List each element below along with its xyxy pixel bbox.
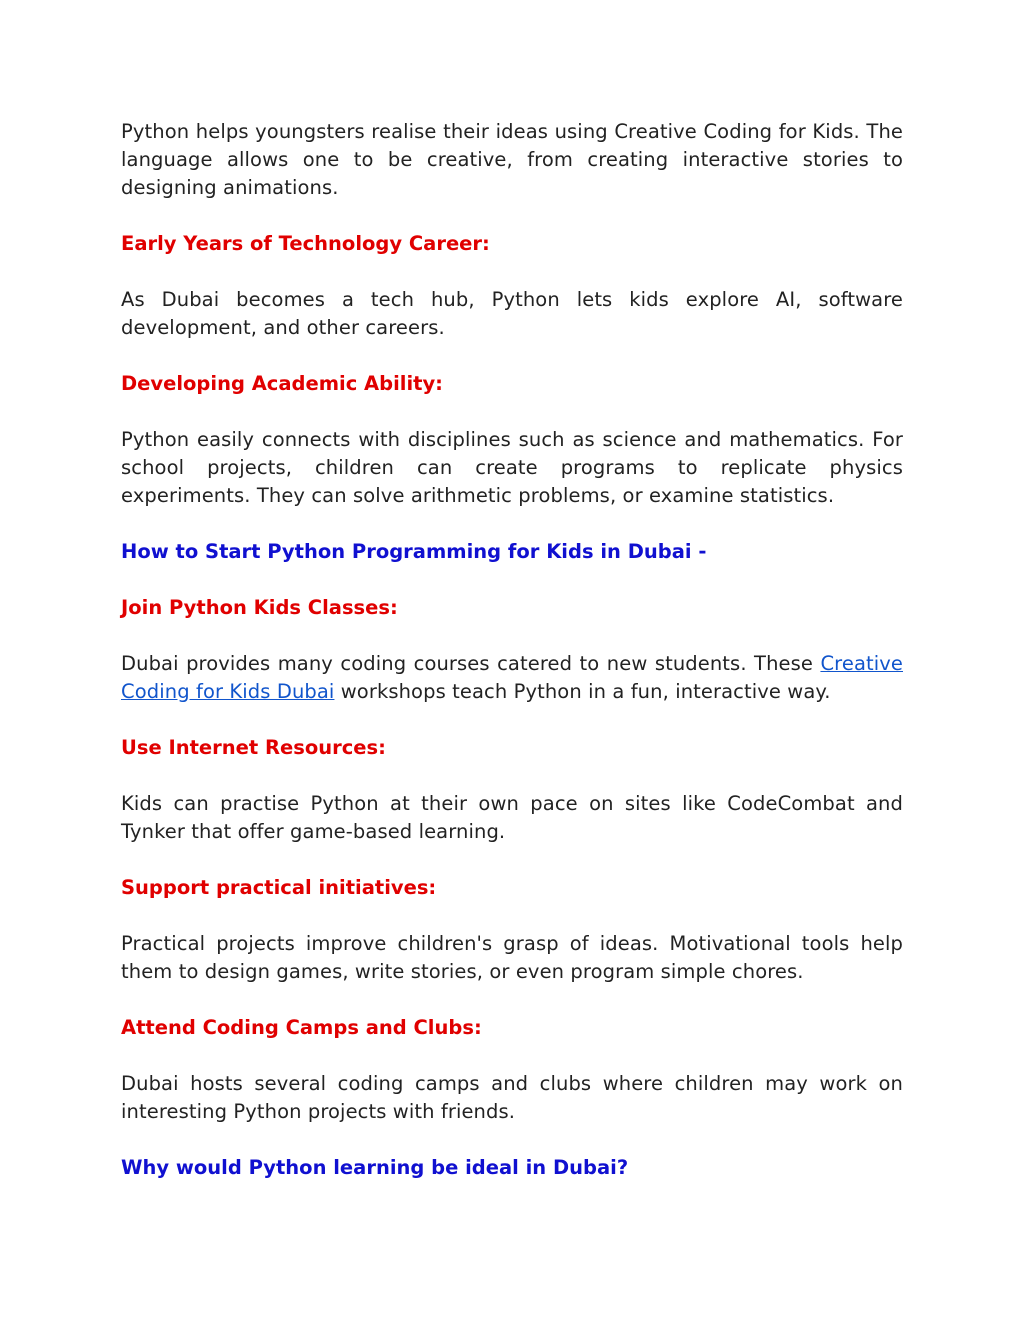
heading-why-python: Why would Python learning be ideal in Dubai? [121,1156,629,1179]
early-years-paragraph: As Dubai becomes a tech hub, Python lets kids explore AI, software development, and other careers. [121,288,903,339]
intro-paragraph: Python helps youngsters realise their ideas using Creative Coding for Kids. The language allows one to be creative, from creating interactive stories to designing animations. [121,120,903,199]
academic-paragraph: Python easily connects with disciplines such as science and mathematics. For school projects, children can create programs to replicate physics experiments. They can solve arithmetic problems, or examine statistics. [121,428,903,507]
heading-academic-ability: Developing Academic Ability: [121,372,443,395]
internet-resources-paragraph: Kids can practise Python at their own pace on sites like CodeCombat and Tynker that offer game-based learning. [121,792,903,843]
heading-how-to-start: How to Start Python Programming for Kids in Dubai - [121,540,707,563]
join-classes-paragraph [121,650,903,706]
document-page [121,118,903,1210]
coding-camps-paragraph: Dubai hosts several coding camps and clubs where children may work on interesting Python projects with friends. [121,1072,903,1123]
heading-early-years: Early Years of Technology Career: [121,232,490,255]
join-text-before: Dubai provides many coding courses catered to new students. These [121,652,821,675]
heading-coding-camps: Attend Coding Camps and Clubs: [121,1016,482,1039]
heading-internet-resources: Use Internet Resources: [121,736,386,759]
join-text-after: workshops teach Python in a fun, interactive way. [334,680,831,703]
practical-paragraph: Practical projects improve children's grasp of ideas. Motivational tools help them to design games, write stories, or even program simple chores. [121,932,903,983]
creative-coding-link[interactable]: Creative Coding for Kids Dubai [121,652,903,703]
heading-practical-initiatives: Support practical initiatives: [121,876,437,899]
heading-join-classes: Join Python Kids Classes: [121,596,398,619]
